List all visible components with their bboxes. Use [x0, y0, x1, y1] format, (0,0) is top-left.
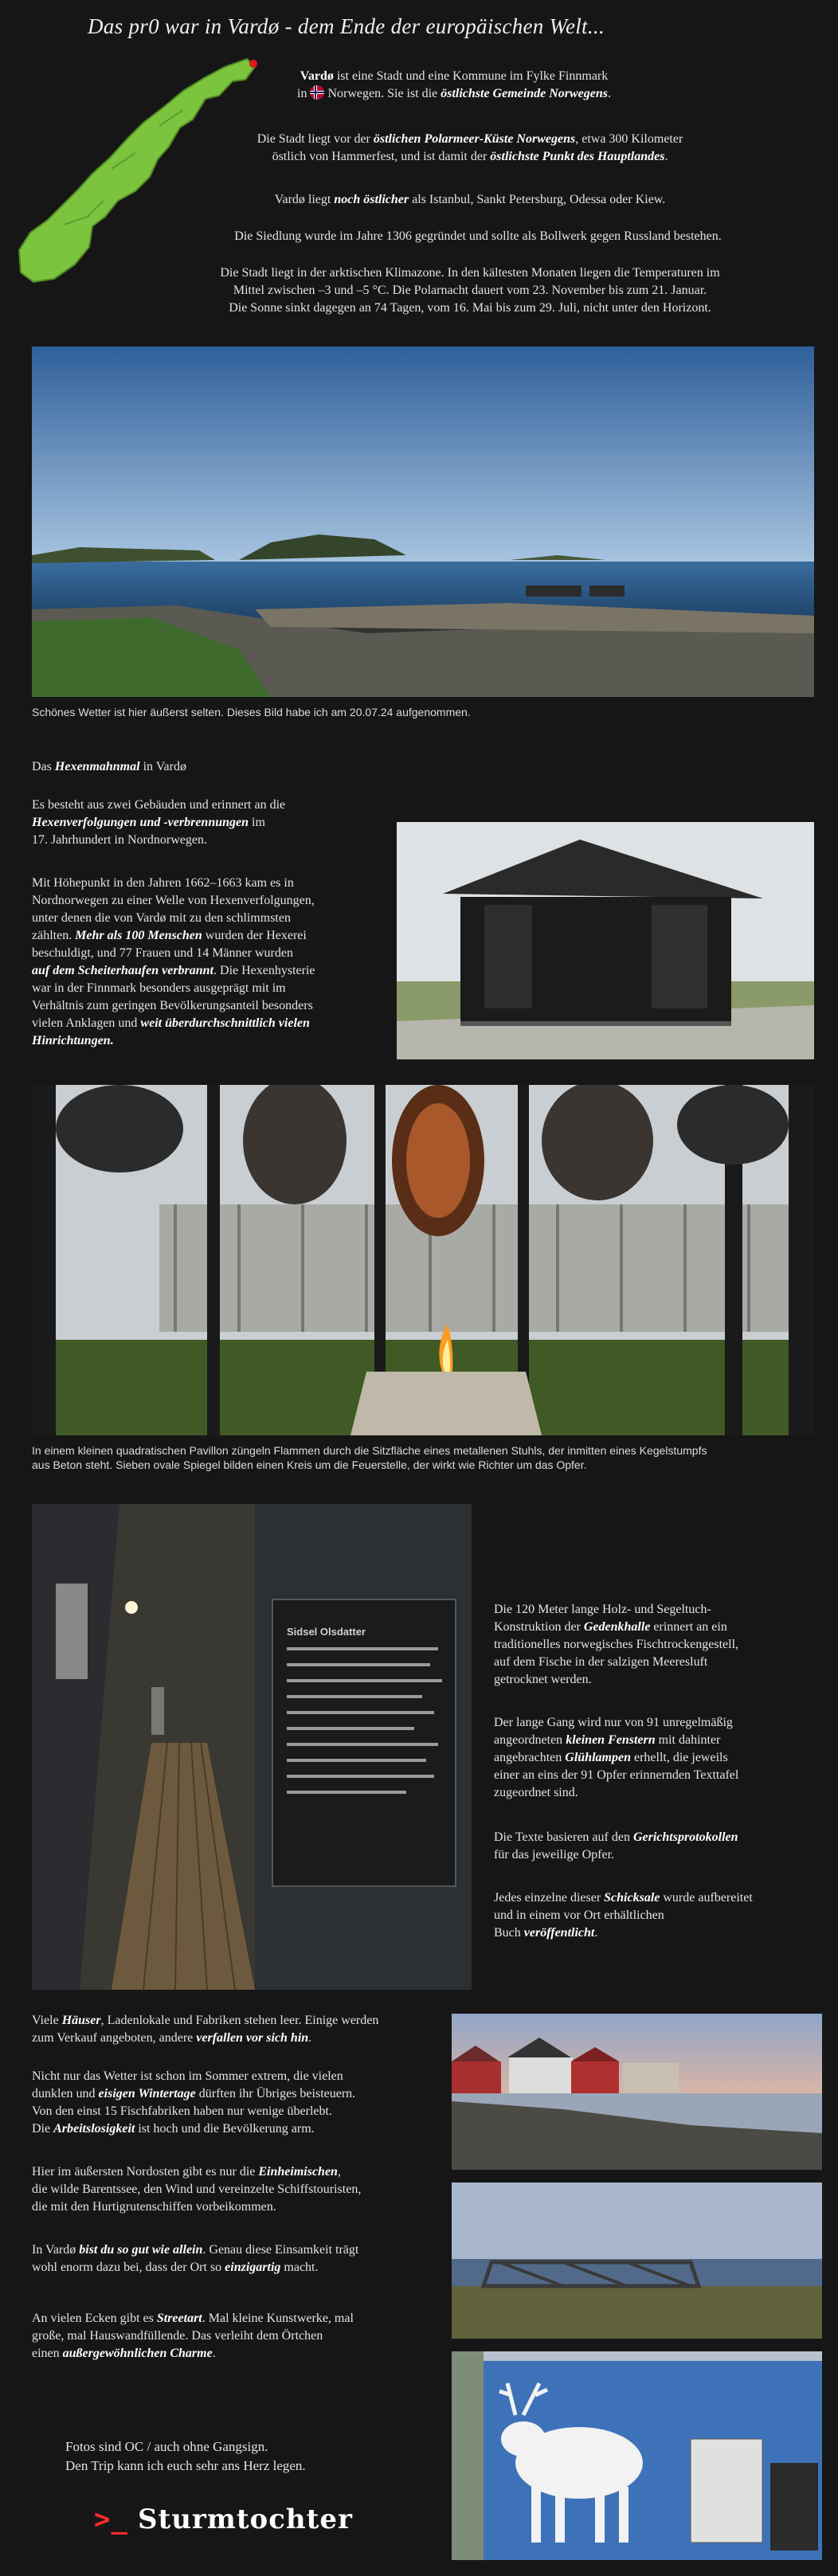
logo-text: Sturmtochter — [137, 2504, 353, 2535]
hall-paragraph-1: Die 120 Meter lange Holz- und Segeltuch- Konstruktion der Gedenkhalle erinnert an ein traditionelles norwegisches Fischtrockengestell, auf dem Fische in der salzigen Meeresluft getrocknet werden. — [494, 1603, 739, 1686]
memorial-hall-photo — [32, 1504, 472, 1990]
coast-photo-caption: Schönes Wetter ist hier äußerst selten. Dieses Bild habe ich am 20.07.24 aufgenommen. — [32, 706, 471, 718]
memorial-paragraph-1: Es besteht aus zwei Gebäuden und erinnert an die Hexenverfolgungen und -verbrennungen im 17. Jahrhundert in Nordnorwegen. — [32, 798, 286, 847]
memorial-paragraph-2: Mit Höhepunkt in den Jahren 1662–1663 kam es in Nordnorwegen zu einer Welle von Hexenverfolgungen, unter denen die von Vardø mit zu den schlimmsten zählten. Mehr als 100 Menschen wurden der Hexerei beschuldigt, und 77 Frauen und 14 Männer wurden auf dem Scheiterhaufen verbrannt. Die Hexenhysterie war in der Finnmark besonders ausgeprägt mit im Verhältnis zum geringen Bevölkerungsanteil besonders vielen Anklagen und weit überdurchschnittlich vielen Hinrichtungen. — [32, 876, 315, 1047]
town-paragraph-3: Hier im äußersten Nordosten gibt es nur die Einheimischen, die wilde Barentssee, den Wind und vereinzelte Schiffstouristen, die mit den Hurtigrutenschiffen vorbeikommen. — [32, 2165, 362, 2214]
footer-note: Fotos sind OC / auch ohne Gangsign. Den Trip kann ich euch sehr ans Herz legen. — [65, 2439, 306, 2473]
norway-map-icon — [16, 49, 267, 288]
hall-paragraph-2: Der lange Gang wird nur von 91 unregelmäßig angeordneten kleinen Fenstern mit dahinter angebrachten Glühlampen erhellt, die jeweils einer an eins der 91 Opfer erinnernden Texttafel zugeordnet sind. — [494, 1716, 739, 1799]
pavilion-photo — [397, 822, 814, 1059]
drying-rack-photo — [452, 2183, 822, 2339]
terminal-prompt-icon: >_ — [94, 2504, 128, 2535]
town-paragraph-5: An vielen Ecken gibt es Streetart. Mal kleine Kunstwerke, mal große, mal Hauswandfüllende. Das verleiht dem Örtchen einen außergewöhnlichen Charme. — [32, 2312, 354, 2360]
intro-paragraph-4: Die Siedlung wurde im Jahre 1306 gegründet und sollte als Bollwerk gegen Russland bestehen. — [234, 229, 722, 243]
norway-flag-icon — [310, 85, 324, 100]
intro-paragraph-1: Vardø ist eine Stadt und eine Kommune im Fylke Finnmark in Norwegen. Sie ist die östlichste Gemeinde Norwegens. — [297, 69, 611, 100]
streetart-photo — [452, 2351, 822, 2560]
town-paragraph-4: In Vardø bist du so gut wie allein. Genau diese Einsamkeit trägt wohl enorm dazu bei, dass der Ort so einzigartig macht. — [32, 2243, 359, 2274]
sturmtochter-logo[interactable] — [94, 2504, 353, 2535]
intro-paragraph-3: Vardø liegt noch östlicher als Istanbul, Sankt Petersburg, Odessa oder Kiew. — [274, 193, 666, 206]
intro-paragraph-5: Die Stadt liegt in der arktischen Klimazone. In den kältesten Monaten liegen die Temperaturen im Mittel zwischen –3 und –5 °C. Die Polarnacht dauert vom 23. November bis zum 21. Januar. Die Sonne sinkt dagegen an 74 Tagen, vom 16. Mai bis zum 29. Juli, nicht unter den Horizont. — [220, 266, 720, 315]
town-paragraph-1: Viele Häuser, Ladenlokale und Fabriken stehen leer. Einige werden zum Verkauf angeboten, andere verfallen vor sich hin. — [32, 2014, 379, 2045]
hall-paragraph-4: Jedes einzelne dieser Schicksale wurde aufbereitet und in einem vor Ort erhältlichen Buch veröffentlicht. — [494, 1891, 753, 1940]
coast-photo — [32, 346, 814, 697]
town-paragraph-2: Nicht nur das Wetter ist schon im Sommer extrem, die vielen dunklen und eisigen Wintertage dürften ihr Übriges beisteuern. Von den einst 15 Fischfabriken haben nur wenige überlebt. Die Arbeitslosigkeit ist hoch und die Bevölkerung arm. — [32, 2069, 356, 2136]
harbour-houses-photo — [452, 2014, 822, 2170]
flame-photo-caption: In einem kleinen quadratischen Pavillon züngeln Flammen durch die Sitzfläche eines metallenen Stuhls, der inmitten eines Kegelstumpfs aus Beton steht. Sieben ovale Spiegel bilden einen Kreis um die Feuerstelle, der wirkt wie Richter um das Opfer. — [32, 1444, 707, 1471]
memorial-heading: Das Hexenmahnmal in Vardø — [32, 760, 186, 773]
flame-installation-photo — [32, 1085, 814, 1435]
hall-paragraph-3: Die Texte basieren auf den Gerichtsprotokollen für das jeweilige Opfer. — [494, 1830, 738, 1862]
sign-title: Sidsel Olsdatter — [287, 1626, 366, 1638]
intro-paragraph-2: Die Stadt liegt vor der östlichen Polarmeer-Küste Norwegens, etwa 300 Kilometer östlich von Hammerfest, und ist damit der östlichste Punkt des Hauptlandes. — [256, 132, 683, 163]
page-title: Das pr0 war in Vardø - dem Ende der europäischen Welt... — [88, 14, 605, 38]
